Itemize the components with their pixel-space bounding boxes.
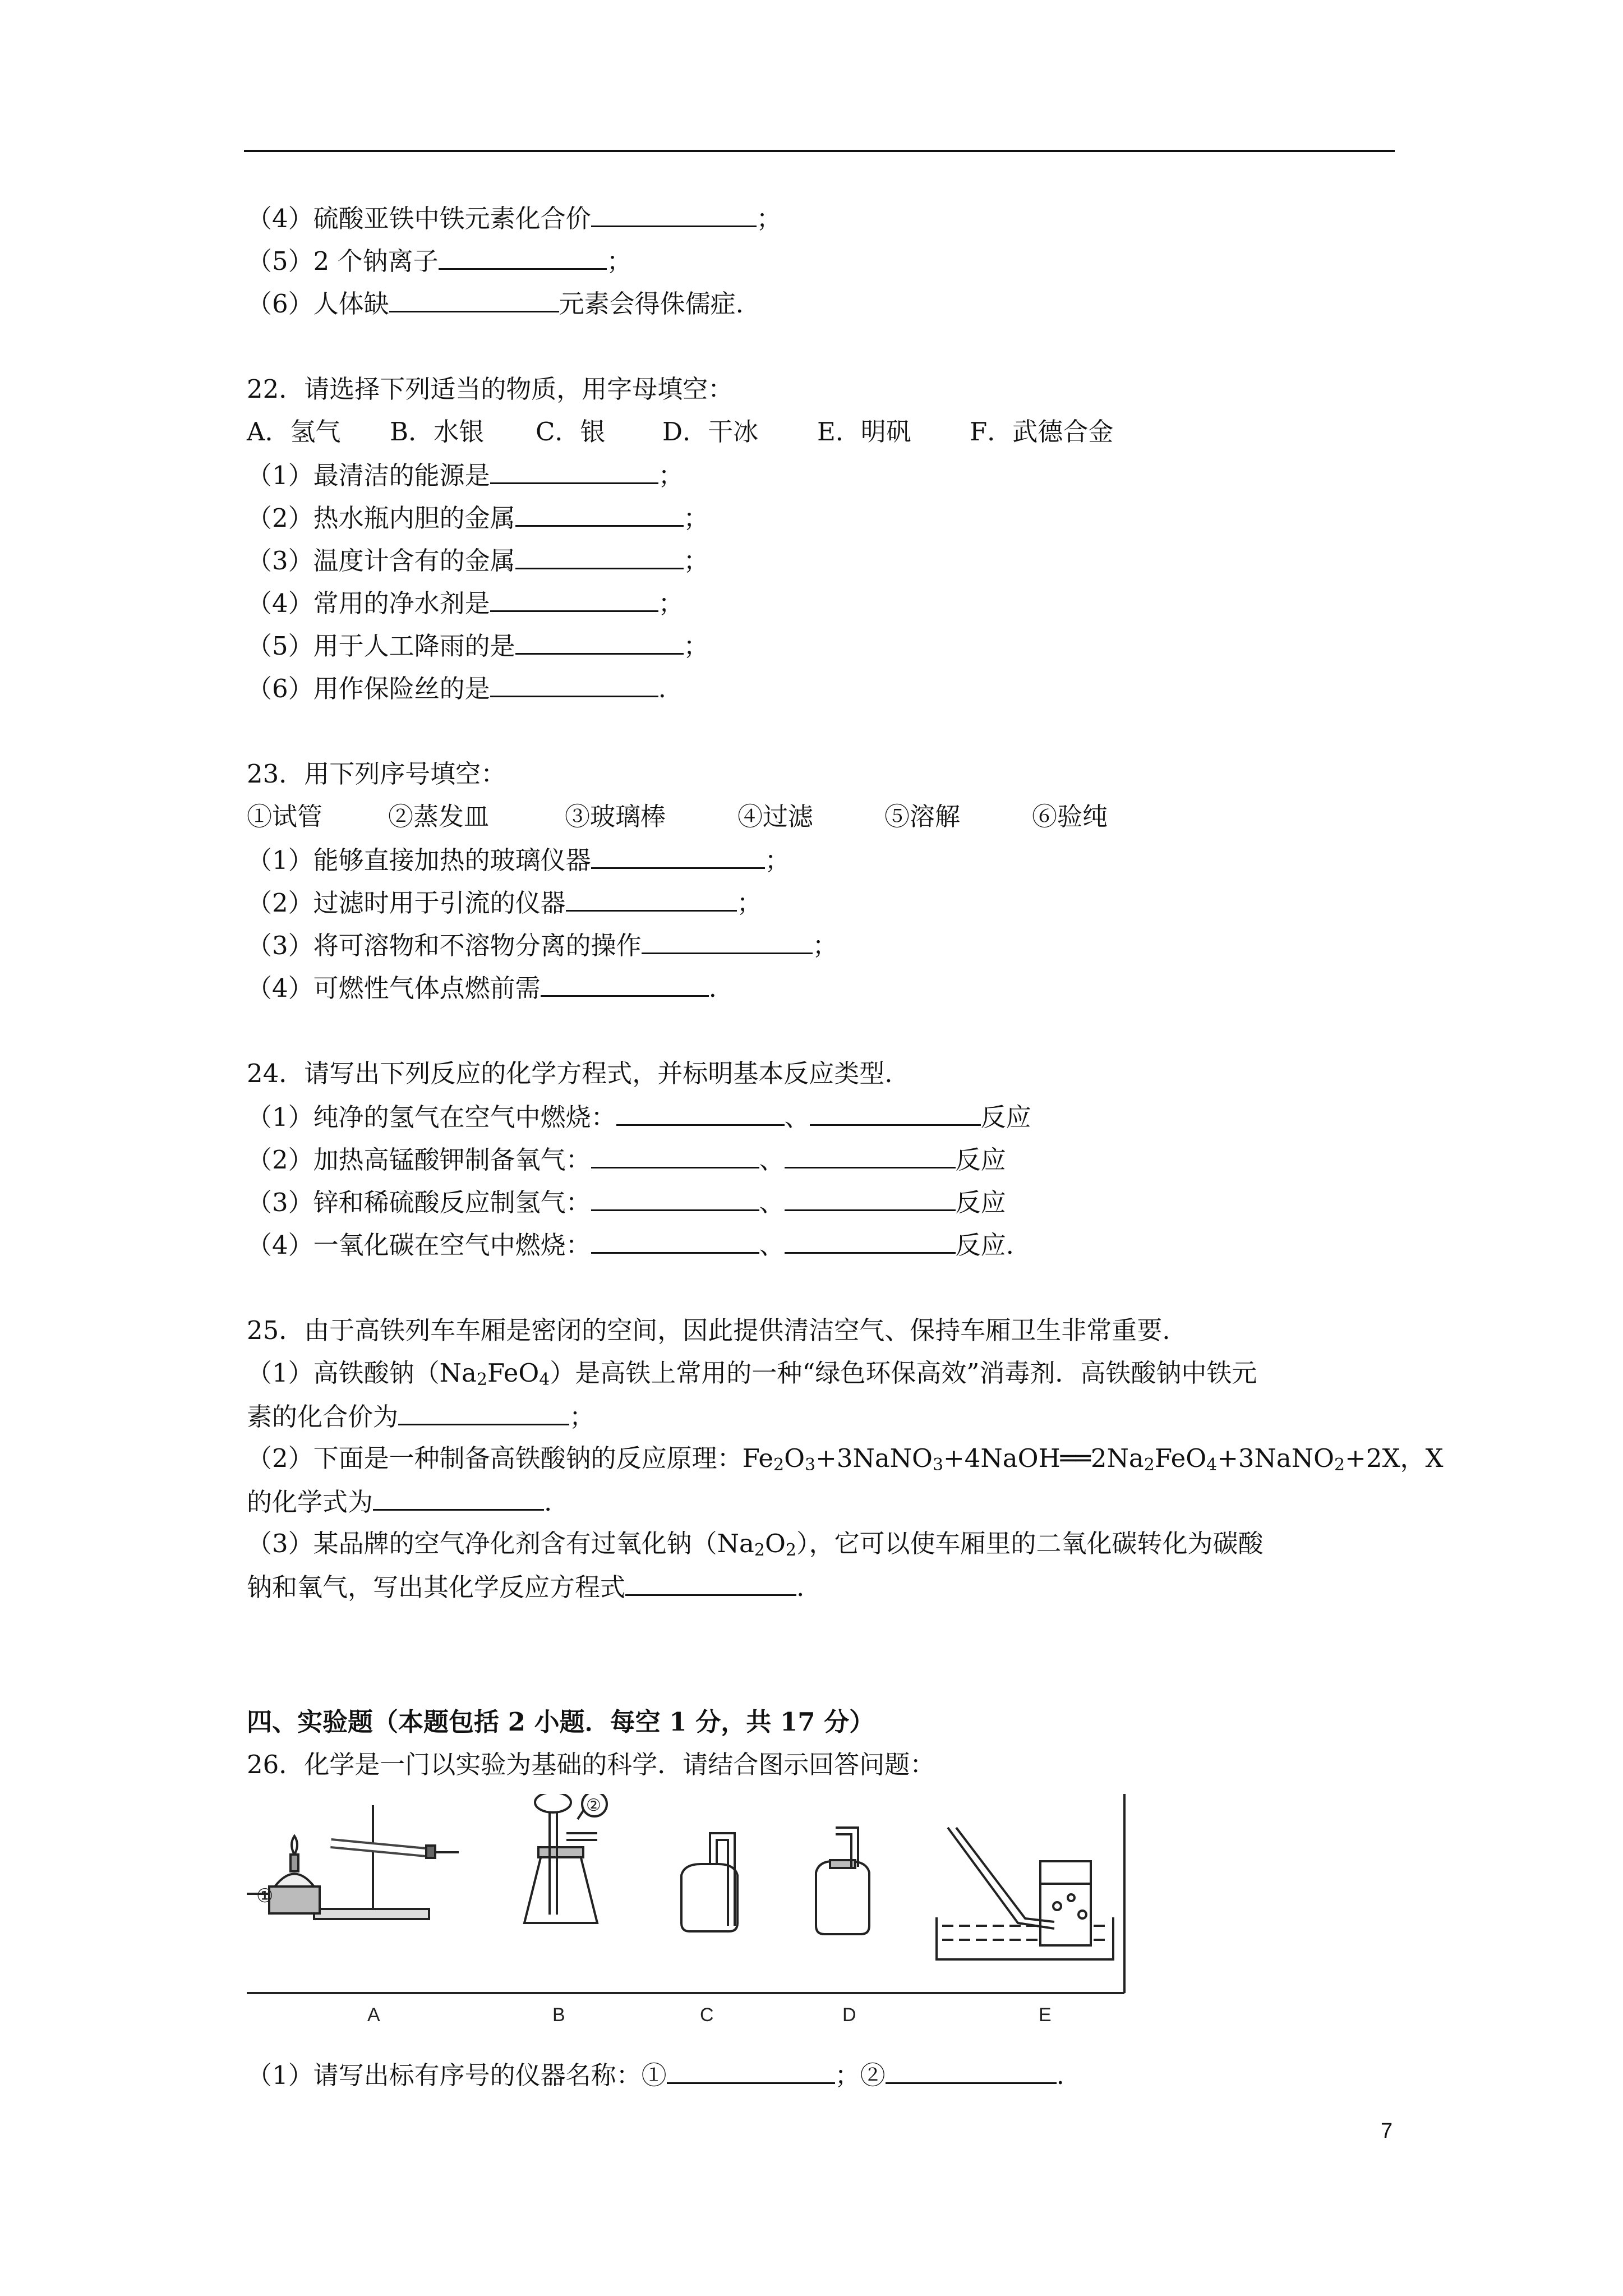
text: （1）高铁酸钠（Na bbox=[247, 1358, 477, 1388]
text: ），它可以使车厢里的二氧化碳转化为碳酸 bbox=[796, 1529, 1264, 1558]
answer-blank[interactable] bbox=[515, 628, 684, 655]
marker-1: ① bbox=[256, 1885, 274, 1907]
subscript: 2 bbox=[1334, 1455, 1345, 1475]
label-e: E bbox=[1039, 2004, 1052, 2026]
equation-blank[interactable] bbox=[591, 1227, 759, 1254]
option-3: ③玻璃棒 bbox=[565, 802, 666, 831]
item-end: 元素会得侏儒症. bbox=[559, 289, 744, 319]
item-label: （4）可燃性气体点燃前需 bbox=[247, 973, 541, 1003]
type-blank[interactable] bbox=[785, 1227, 956, 1254]
item-label: （1）请写出标有序号的仪器名称：① bbox=[247, 2060, 667, 2090]
item-label: （1）纯净的氢气在空气中燃烧： bbox=[247, 1102, 616, 1132]
answer-blank[interactable] bbox=[642, 928, 813, 954]
text: FeO bbox=[487, 1358, 540, 1388]
item-label: （1）最清洁的能源是 bbox=[247, 461, 490, 490]
item-end: ； bbox=[606, 246, 632, 276]
option-b: B．水银 bbox=[390, 417, 485, 447]
fill-item-6 bbox=[247, 286, 744, 321]
subscript: 2 bbox=[476, 1370, 487, 1389]
answer-blank-2[interactable] bbox=[886, 2058, 1057, 2084]
q22-item-3 bbox=[247, 543, 709, 578]
fill-item-5 bbox=[247, 243, 632, 278]
q24-title: 24．请写出下列反应的化学方程式，并标明基本反应类型. bbox=[247, 1059, 893, 1088]
answer-blank[interactable] bbox=[515, 500, 684, 527]
text: 素的化合价为 bbox=[247, 1402, 399, 1432]
q24-item-3 bbox=[247, 1185, 1006, 1220]
q25-part1-line2 bbox=[247, 1399, 594, 1434]
label-b: B bbox=[552, 2004, 565, 2026]
option-c: C．银 bbox=[536, 417, 606, 447]
q23-item-1 bbox=[247, 843, 790, 877]
answer-blank[interactable] bbox=[398, 1399, 569, 1425]
q22-item-5 bbox=[247, 628, 709, 663]
item-label: （2）过滤时用于引流的仪器 bbox=[247, 888, 566, 918]
option-1: ①试管 bbox=[247, 802, 323, 831]
fill-item-4 bbox=[247, 201, 782, 236]
item-end: 反应 bbox=[980, 1102, 1031, 1132]
item-end: . bbox=[658, 674, 666, 703]
q22-options bbox=[247, 415, 1113, 449]
apparatus-a bbox=[247, 1805, 459, 1919]
q23-item-3 bbox=[247, 928, 838, 963]
answer-blank[interactable] bbox=[490, 586, 658, 612]
text: +2X，X bbox=[1345, 1443, 1444, 1473]
text: O bbox=[764, 1529, 786, 1558]
subscript: 2 bbox=[785, 1540, 796, 1560]
separator: 、 bbox=[759, 1188, 785, 1217]
option-e: E．明矾 bbox=[817, 417, 911, 447]
option-5: ⑤溶解 bbox=[884, 802, 961, 831]
q25-part3-line1 bbox=[247, 1527, 1263, 1567]
text: （2）下面是一种制备高铁酸钠的反应原理：Fe bbox=[247, 1443, 774, 1473]
q25-part1-line1 bbox=[247, 1356, 1257, 1397]
q25-part3-line2 bbox=[247, 1570, 804, 1604]
answer-blank[interactable] bbox=[490, 671, 658, 697]
item-end: ； bbox=[812, 931, 838, 960]
answer-blank[interactable] bbox=[541, 970, 709, 997]
item-label: （4）硫酸亚铁中铁元素化合价 bbox=[247, 204, 591, 233]
answer-blank[interactable] bbox=[515, 543, 684, 569]
q22-item-1 bbox=[247, 458, 684, 493]
item-end: 反应. bbox=[955, 1230, 1014, 1260]
apparatus-e bbox=[937, 1828, 1113, 1959]
item-label: （2）加热高锰酸钾制备氧气： bbox=[247, 1145, 591, 1175]
item-end: ； bbox=[569, 1402, 595, 1432]
subscript: 3 bbox=[932, 1455, 944, 1475]
q23-item-2 bbox=[247, 885, 762, 920]
option-4: ④过滤 bbox=[737, 802, 814, 831]
section-title: 四、实验题（本题包括 2 小题．每空 1 分，共 17 分） bbox=[247, 1707, 875, 1737]
item-end: ； bbox=[683, 546, 709, 576]
q23-options bbox=[247, 800, 1108, 834]
subscript: 2 bbox=[754, 1540, 765, 1560]
option-a: A．氢气 bbox=[247, 417, 341, 447]
item-end: . bbox=[544, 1487, 552, 1517]
q24-item-4 bbox=[247, 1227, 1014, 1262]
item-end: ； bbox=[756, 204, 782, 233]
option-6: ⑥验纯 bbox=[1032, 802, 1108, 831]
type-blank[interactable] bbox=[785, 1142, 956, 1168]
text: +4NaOH══2Na bbox=[943, 1443, 1144, 1473]
item-end: ； bbox=[764, 845, 790, 875]
subscript: 2 bbox=[1144, 1455, 1155, 1475]
subscript: 4 bbox=[539, 1370, 550, 1389]
page-number: 7 bbox=[1381, 2119, 1393, 2143]
equation-blank[interactable] bbox=[591, 1142, 759, 1168]
answer-blank[interactable] bbox=[591, 843, 765, 869]
item-label: （6）用作保险丝的是 bbox=[247, 674, 490, 703]
answer-blank[interactable] bbox=[373, 1484, 544, 1511]
item-end: . bbox=[1056, 2060, 1064, 2090]
item-end: ； bbox=[683, 631, 709, 661]
separator: 、 bbox=[784, 1102, 810, 1132]
item-label: （6）人体缺 bbox=[247, 289, 389, 319]
q25-part2-line2 bbox=[247, 1484, 552, 1519]
separator: 、 bbox=[759, 1145, 785, 1175]
q24-item-1 bbox=[247, 1099, 1031, 1134]
apparatus-c bbox=[681, 1833, 737, 1931]
separator: 、 bbox=[759, 1230, 785, 1260]
q22-item-6 bbox=[247, 671, 666, 706]
label-a: A bbox=[367, 2004, 380, 2026]
q25-title: 25．由于高铁列车车厢是密闭的空间，因此提供清洁空气、保持车厢卫生非常重要. bbox=[247, 1315, 1170, 1345]
text: 的化学式为 bbox=[247, 1487, 374, 1517]
apparatus-d bbox=[816, 1828, 869, 1934]
equation-blank[interactable] bbox=[591, 1185, 759, 1211]
text: FeO bbox=[1154, 1443, 1207, 1473]
q24-item-2 bbox=[247, 1142, 1006, 1177]
type-blank[interactable] bbox=[785, 1185, 956, 1211]
q22-item-4 bbox=[247, 586, 684, 620]
subscript: 2 bbox=[773, 1455, 785, 1475]
text: +3NaNO bbox=[815, 1443, 933, 1473]
item-label: （4）常用的净水剂是 bbox=[247, 588, 490, 618]
option-f: F．武德合金 bbox=[970, 417, 1114, 447]
marker-2: ② bbox=[586, 1796, 601, 1815]
q26-item-1 bbox=[247, 2058, 1064, 2092]
label-d: D bbox=[842, 2004, 856, 2026]
answer-blank[interactable] bbox=[566, 885, 737, 912]
apparatus-figure bbox=[247, 1794, 1138, 2030]
item-label: （3）将可溶物和不溶物分离的操作 bbox=[247, 931, 642, 960]
answer-blank[interactable] bbox=[439, 243, 607, 270]
item-end: ； bbox=[683, 503, 709, 533]
item-end: ； bbox=[736, 888, 762, 918]
text: +3NaNO bbox=[1217, 1443, 1335, 1473]
q22-title: 22．请选择下列适当的物质，用字母填空： bbox=[247, 374, 734, 404]
q23-title: 23．用下列序号填空： bbox=[247, 759, 506, 789]
q26-title: 26．化学是一门以实验为基础的科学．请结合图示回答问题： bbox=[247, 1750, 935, 1779]
answer-blank[interactable] bbox=[389, 286, 559, 312]
option-d: D．干冰 bbox=[662, 417, 759, 447]
item-end: ； bbox=[658, 588, 684, 618]
q22-item-2 bbox=[247, 500, 709, 535]
item-end: . bbox=[796, 1572, 805, 1602]
item-label: （5）用于人工降雨的是 bbox=[247, 631, 515, 661]
type-blank[interactable] bbox=[810, 1099, 981, 1126]
item-label: （3）锌和稀硫酸反应制氢气： bbox=[247, 1188, 591, 1217]
item-label: ；② bbox=[834, 2060, 886, 2090]
option-2: ②蒸发皿 bbox=[388, 802, 490, 831]
equation-blank[interactable] bbox=[616, 1099, 785, 1126]
answer-blank[interactable] bbox=[591, 201, 757, 227]
subscript: 3 bbox=[805, 1455, 816, 1475]
item-end: ； bbox=[658, 461, 684, 490]
item-label: （3）温度计含有的金属 bbox=[247, 546, 515, 576]
answer-blank-1[interactable] bbox=[667, 2058, 835, 2084]
item-label: （1）能够直接加热的玻璃仪器 bbox=[247, 845, 591, 875]
q25-part2-line1 bbox=[247, 1442, 1444, 1482]
item-end: 反应 bbox=[955, 1188, 1006, 1217]
item-label: （4）一氧化碳在空气中燃烧： bbox=[247, 1230, 591, 1260]
text: O bbox=[784, 1443, 805, 1473]
text: ）是高铁上常用的一种“绿色环保高效”消毒剂．高铁酸钠中铁元 bbox=[550, 1358, 1257, 1388]
answer-blank[interactable] bbox=[625, 1570, 796, 1596]
item-label: （2）热水瓶内胆的金属 bbox=[247, 503, 515, 533]
q23-item-4 bbox=[247, 970, 717, 1005]
answer-blank[interactable] bbox=[490, 458, 658, 484]
subscript: 4 bbox=[1206, 1455, 1218, 1475]
text: （3）某品牌的空气净化剂含有过氧化钠（Na bbox=[247, 1529, 754, 1558]
header-rule bbox=[244, 150, 1395, 152]
item-label: （5）2 个钠离子 bbox=[247, 246, 439, 276]
item-end: 反应 bbox=[955, 1145, 1006, 1175]
label-c: C bbox=[700, 2004, 714, 2026]
text: 钠和氧气，写出其化学反应方程式 bbox=[247, 1572, 626, 1602]
item-end: . bbox=[708, 973, 717, 1003]
